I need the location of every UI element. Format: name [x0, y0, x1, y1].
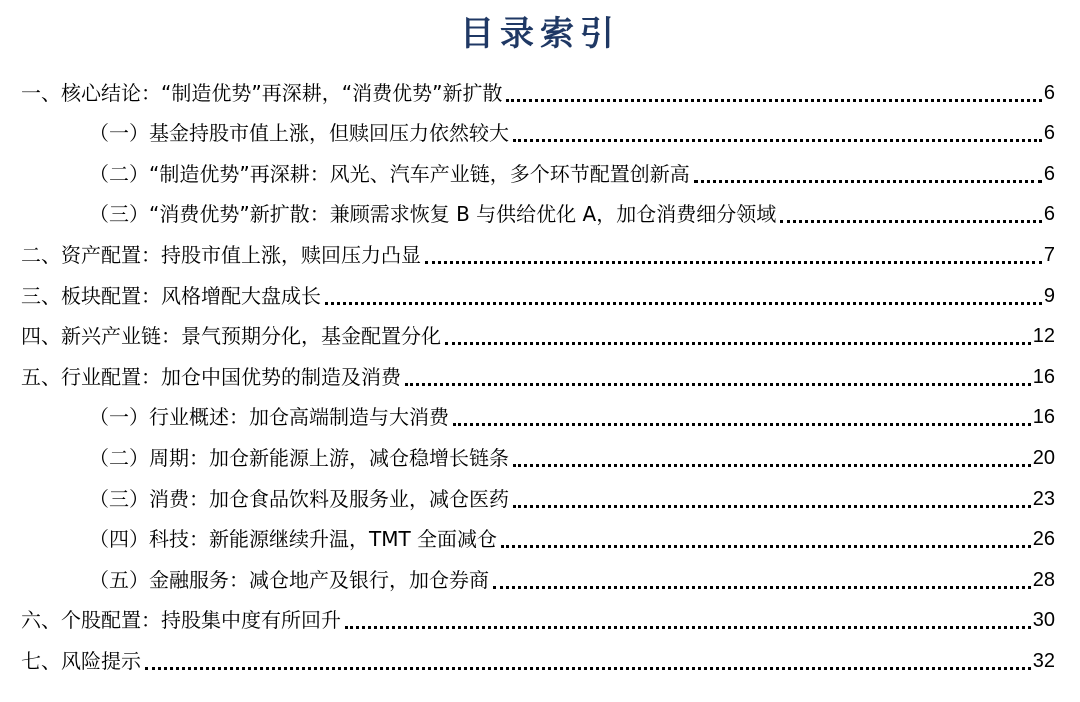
toc-page-number: 12 [1032, 325, 1055, 348]
dot-leader [513, 139, 1042, 142]
toc-entry-5-1[interactable] [21, 395, 1055, 436]
toc-entry-5-4[interactable] [21, 517, 1055, 558]
toc-entry-label: （三）“消费优势”新扩散：兼顾需求恢复 B 与供给优化 A，加仓消费细分领域 [89, 202, 777, 227]
toc-page-number: 28 [1032, 568, 1055, 591]
dot-leader [405, 383, 1031, 386]
toc-entry-label: （二）“制造优势”再深耕：风光、汽车产业链，多个环节配置创新高 [89, 161, 690, 186]
toc-entry-5-5[interactable] [21, 557, 1055, 598]
toc-entry-2[interactable] [21, 232, 1055, 273]
toc-entry-label: （四）科技：新能源继续升温，TMT 全面减仓 [89, 527, 498, 552]
toc-entry-5-3[interactable] [21, 476, 1055, 517]
dot-leader [780, 220, 1042, 223]
toc-entry-label: 六、个股配置：持股集中度有所回升 [21, 608, 341, 633]
toc-page-number: 6 [1043, 122, 1055, 145]
toc-entry-label: （二）周期：加仓新能源上游，减仓稳增长链条 [89, 445, 509, 470]
dot-leader [501, 545, 1031, 548]
toc-entry-1-2[interactable] [21, 151, 1055, 192]
toc-page-number: 30 [1032, 609, 1055, 632]
dot-leader [325, 302, 1042, 305]
toc-entry-6[interactable] [21, 598, 1055, 639]
toc-entry-label: （五）金融服务：减仓地产及银行，加仓券商 [89, 567, 489, 592]
dot-leader [493, 586, 1031, 589]
toc-entry-label: 一、核心结论：“制造优势”再深耕，“消费优势”新扩散 [21, 80, 503, 105]
toc-entry-label: （一）行业概述：加仓高端制造与大消费 [89, 405, 449, 430]
toc-entry-label: （一）基金持股市值上涨，但赎回压力依然较大 [89, 121, 509, 146]
dot-leader [345, 626, 1031, 629]
dot-leader [145, 667, 1031, 670]
dot-leader [425, 261, 1042, 264]
dot-leader [694, 180, 1042, 183]
dot-leader [453, 423, 1031, 426]
page-title: 目录索引 [460, 14, 620, 54]
toc-entry-1[interactable] [21, 70, 1055, 111]
toc-entry-7[interactable] [21, 638, 1055, 679]
toc-page-number: 32 [1032, 649, 1055, 672]
toc-entry-label: 五、行业配置：加仓中国优势的制造及消费 [21, 364, 401, 389]
toc-entry-label: 七、风险提示 [21, 648, 141, 673]
toc-page-number: 9 [1043, 284, 1055, 307]
toc-page-number: 6 [1043, 162, 1055, 185]
toc-entry-label: 二、资产配置：持股市值上涨，赎回压力凸显 [21, 242, 421, 267]
toc-entry-5[interactable] [21, 354, 1055, 395]
toc-page-number: 6 [1043, 81, 1055, 104]
toc-entry-label: 三、板块配置：风格增配大盘成长 [21, 283, 321, 308]
toc-entry-3[interactable] [21, 273, 1055, 314]
toc-page-number: 7 [1043, 243, 1055, 266]
toc-page-number: 26 [1032, 528, 1055, 551]
dot-leader [513, 464, 1031, 467]
toc-entry-4[interactable] [21, 314, 1055, 355]
toc-entry-label: （三）消费：加仓食品饮料及服务业，减仓医药 [89, 486, 509, 511]
toc-page-number: 6 [1043, 203, 1055, 226]
toc-page-number: 20 [1032, 446, 1055, 469]
dot-leader [445, 342, 1031, 345]
toc-page-number: 16 [1032, 406, 1055, 429]
table-of-contents [21, 70, 1055, 679]
toc-entry-label: 四、新兴产业链：景气预期分化，基金配置分化 [21, 324, 441, 349]
toc-entry-5-2[interactable] [21, 435, 1055, 476]
dot-leader [506, 99, 1041, 102]
toc-page-number: 16 [1032, 365, 1055, 388]
dot-leader [513, 505, 1031, 508]
toc-entry-1-1[interactable] [21, 111, 1055, 152]
toc-entry-1-3[interactable] [21, 192, 1055, 233]
toc-page-number: 23 [1032, 487, 1055, 510]
